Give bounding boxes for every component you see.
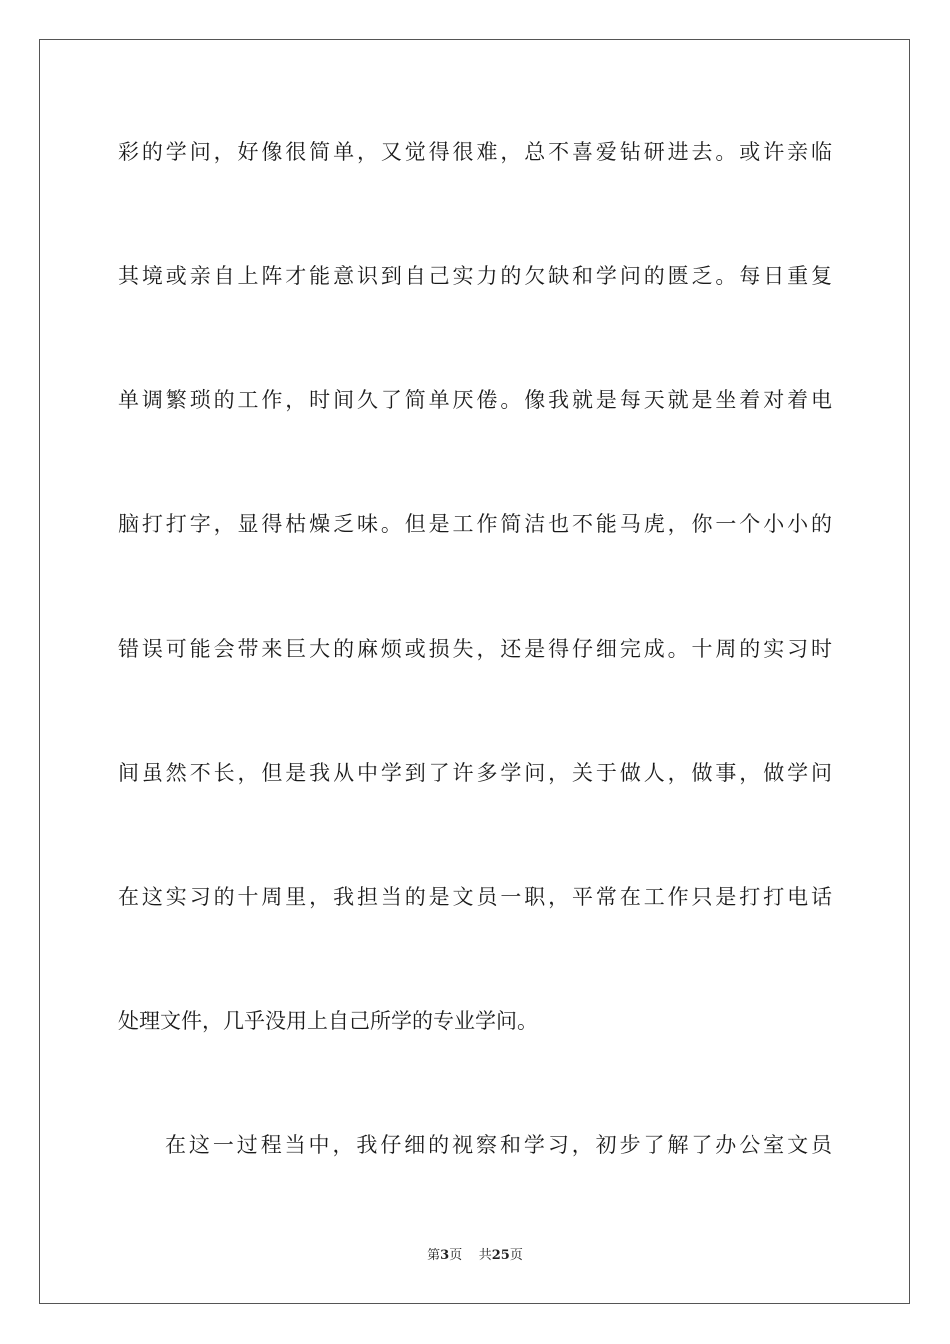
footer-total-suffix: 页 <box>509 1248 523 1263</box>
footer-current-page: 3 <box>440 1248 450 1263</box>
paragraph-line-4: 脑打打字，显得枯燥乏味。但是工作简洁也不能马虎，你一个小小的 <box>118 512 832 536</box>
page-footer <box>0 1247 950 1265</box>
paragraph-line-1: 彩的学问，好像很简单，又觉得很难，总不喜爱钻研进去。或许亲临 <box>118 140 832 164</box>
paragraph-line-2: 其境或亲自上阵才能意识到自己实力的欠缺和学问的匮乏。每日重复 <box>118 264 832 288</box>
paragraph-line-7: 在这实习的十周里，我担当的是文员一职，平常在工作只是打打电话 <box>118 885 832 909</box>
page-border <box>39 39 910 1304</box>
paragraph-line-8: 处理文件，几乎没用上自己所学的专业学问。 <box>118 1009 538 1033</box>
paragraph-line-9: 在这一过程当中，我仔细的视察和学习，初步了解了办公室文员 <box>165 1133 832 1157</box>
paragraph-line-6: 间虽然不长，但是我从中学到了许多学问，关于做人，做事，做学问 <box>118 761 832 785</box>
footer-page-suffix: 页 <box>449 1248 463 1263</box>
footer-page-prefix: 第 <box>427 1248 441 1263</box>
paragraph-line-3: 单调繁琐的工作，时间久了简单厌倦。像我就是每天就是坐着对着电 <box>118 388 832 412</box>
paragraph-line-5: 错误可能会带来巨大的麻烦或损失，还是得仔细完成。十周的实习时 <box>118 637 832 661</box>
footer-total-prefix: 共 <box>478 1248 492 1263</box>
footer-total-pages: 25 <box>491 1248 510 1263</box>
